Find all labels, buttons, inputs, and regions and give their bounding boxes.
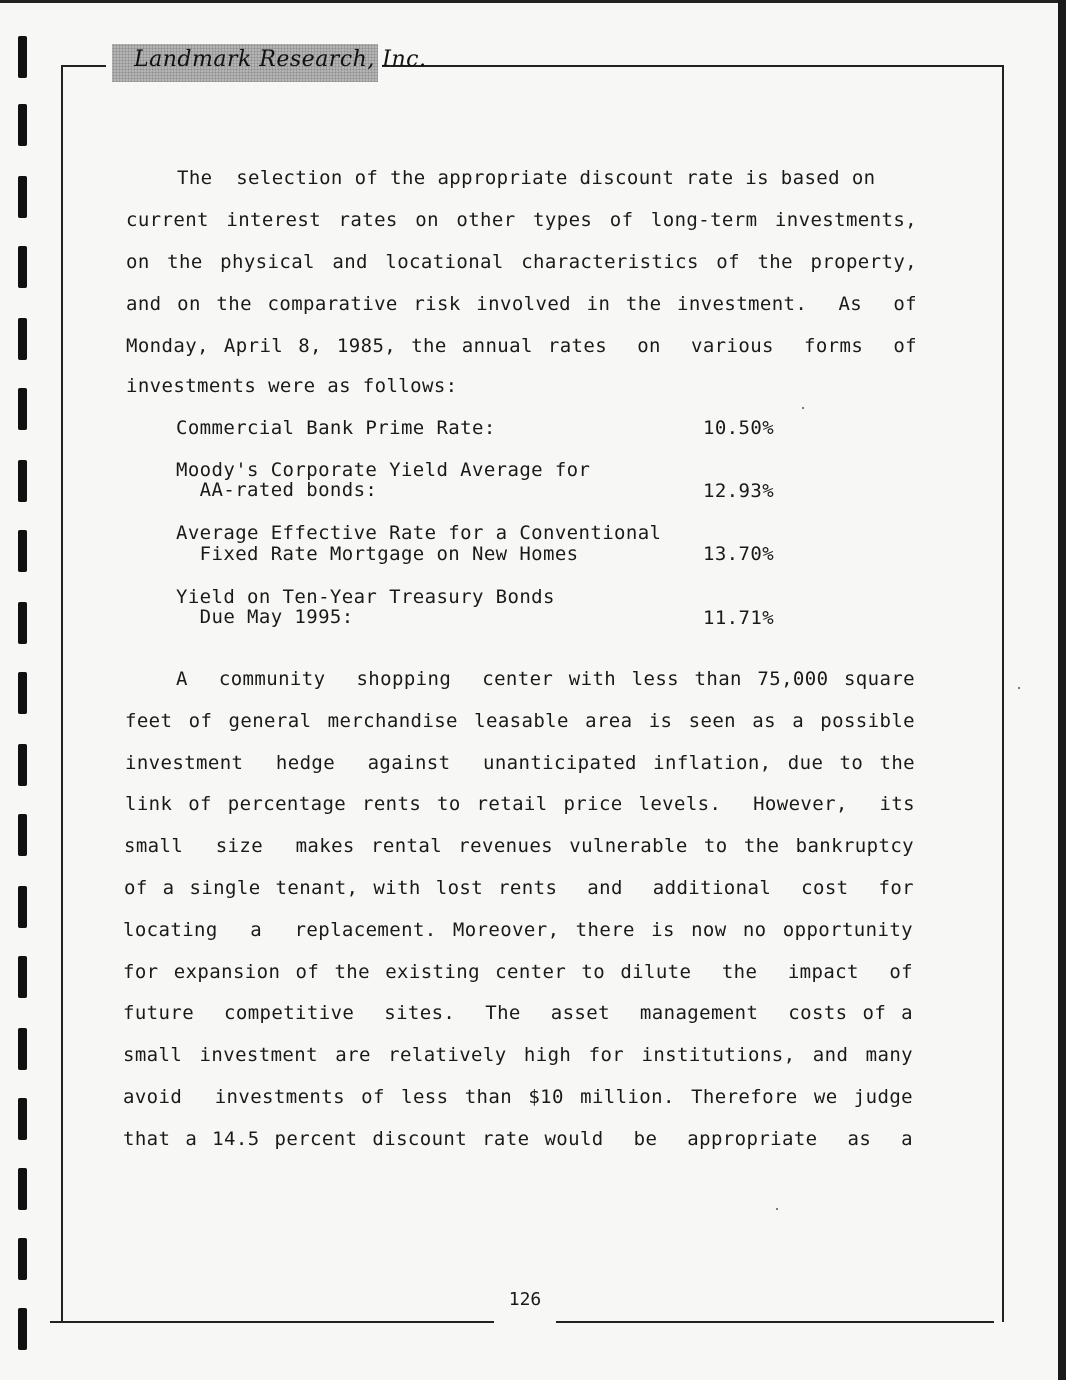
text-line: current interest rates on other types of long-term investments,: [126, 209, 917, 231]
page-right-edge: [1058, 0, 1066, 1380]
rate-label: Moody's Corporate Yield Average for: [176, 459, 591, 481]
text-line: small investment are relatively high for institutions, and many: [123, 1044, 913, 1066]
page-number: 126: [508, 1289, 542, 1310]
text-line: link of percentage rents to retail price levels. However, its: [125, 793, 915, 815]
rate-label: Average Effective Rate for a Conventional: [176, 522, 662, 544]
rate-value: 13.70%: [703, 543, 775, 565]
rate-value: 12.93%: [703, 480, 775, 502]
text-line: investment hedge against unanticipated inflation, due to the: [125, 752, 915, 774]
text-line: for expansion of the existing center to dilute the impact of: [123, 961, 913, 983]
binder-hole: [18, 176, 27, 218]
rate-label: Commercial Bank Prime Rate:: [176, 417, 496, 439]
text-line: Monday, April 8, 1985, the annual rates on various forms of: [126, 335, 917, 357]
frame-bottom-left-rule: [50, 1321, 494, 1323]
rate-label: Fixed Rate Mortgage on New Homes: [176, 543, 579, 565]
binder-hole: [18, 886, 27, 928]
frame-right-rule: [1002, 65, 1004, 1322]
logo-text: Landmark Research, Inc.: [134, 47, 427, 72]
text-line: The selection of the appropriate discount rate is based on: [177, 167, 876, 189]
text-line: investments were as follows:: [126, 375, 458, 397]
binder-hole: [18, 1098, 27, 1140]
rate-value: 11.71%: [703, 607, 775, 629]
page-top-edge: [0, 0, 1066, 3]
frame-top-right-rule: [382, 65, 1004, 67]
scan-speck: [802, 407, 804, 409]
binder-hole: [18, 1028, 27, 1070]
binder-hole: [18, 318, 27, 360]
rate-label: AA-rated bonds:: [176, 479, 378, 501]
text-line: A community shopping center with less than 75,000 square: [176, 668, 915, 690]
text-line: locating a replacement. Moreover, there is now no opportunity: [123, 919, 913, 941]
binder-hole: [18, 744, 27, 786]
binder-hole: [18, 1168, 27, 1210]
scan-speck: [776, 1208, 778, 1210]
frame-left-rule: [61, 65, 63, 1323]
frame-top-left-rule: [62, 65, 106, 67]
text-line: that a 14.5 percent discount rate would be appropriate as a: [123, 1128, 913, 1150]
binder-hole: [18, 672, 27, 714]
text-line: future competitive sites. The asset management costs of a: [123, 1002, 913, 1024]
company-logo: [112, 44, 427, 82]
text-line: of a single tenant, with lost rents and additional cost for: [124, 877, 914, 899]
binder-hole: [18, 388, 27, 430]
binder-hole: [18, 956, 27, 998]
text-line: on the physical and locational characteristics of the property,: [126, 251, 917, 273]
rate-label: Due May 1995:: [176, 606, 354, 628]
binder-hole: [18, 104, 27, 146]
binder-hole: [18, 602, 27, 644]
frame-bottom-right-rule: [556, 1321, 994, 1323]
binder-hole: [18, 1308, 27, 1350]
binder-hole: [18, 460, 27, 502]
text-line: small size makes rental revenues vulnerable to the bankruptcy: [124, 835, 914, 857]
text-line: avoid investments of less than $10 million. Therefore we judge: [123, 1086, 913, 1108]
text-line: and on the comparative risk involved in the investment. As of: [126, 293, 917, 315]
rate-value: 10.50%: [703, 417, 775, 439]
scan-speck: [1018, 687, 1020, 689]
binder-hole: [18, 530, 27, 572]
binder-hole: [18, 1238, 27, 1280]
text-line: feet of general merchandise leasable area is seen as a possible: [125, 710, 915, 732]
binder-hole: [18, 246, 27, 288]
rate-label: Yield on Ten-Year Treasury Bonds: [176, 586, 555, 608]
binder-hole: [18, 36, 27, 78]
binder-hole: [18, 814, 27, 856]
